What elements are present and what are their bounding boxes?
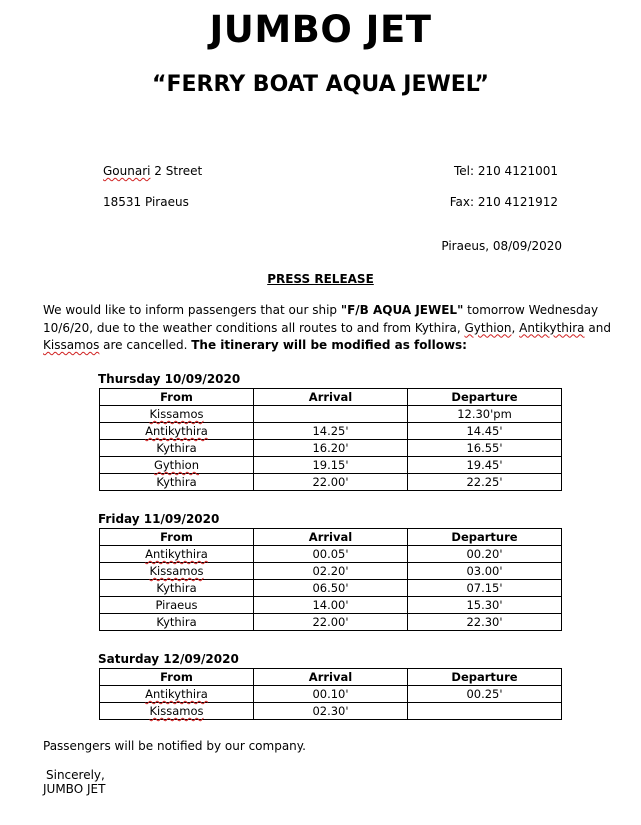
cell-departure: 14.45' (408, 423, 562, 440)
col-arrival: Arrival (254, 529, 408, 546)
table-row (100, 686, 562, 703)
from-port: Kissamos (149, 407, 204, 421)
place-kissamos: Kissamos (43, 338, 100, 352)
cell-from (100, 563, 254, 580)
intro-comma: , (511, 320, 520, 335)
cell-arrival: 00.10' (254, 686, 408, 703)
cell-arrival: 16.20' (254, 440, 408, 457)
place-antikythira: Antikythira (519, 320, 585, 335)
from-port: Antikythira (145, 547, 208, 561)
cell-from (100, 457, 254, 474)
col-arrival: Arrival (254, 669, 408, 686)
cell-arrival: 00.05' (254, 546, 408, 563)
from-port: Kythira (156, 475, 197, 489)
notice-text: Passengers will be notified by our company. (43, 739, 306, 753)
from-port: Gythion (153, 458, 200, 472)
cell-departure: 22.25' (408, 474, 562, 491)
day-heading-saturday: Saturday 12/09/2020 (98, 652, 239, 666)
cell-departure: 00.25' (408, 686, 562, 703)
cell-departure: 22.30' (408, 614, 562, 631)
col-arrival: Arrival (254, 389, 408, 406)
cell-arrival: 22.00' (254, 614, 408, 631)
cell-arrival: 02.30' (254, 703, 408, 720)
table-row (100, 580, 562, 597)
telephone: Tel: 210 4121001 (453, 164, 558, 178)
cell-arrival: 06.50' (254, 580, 408, 597)
from-port: Kissamos (149, 564, 204, 578)
table-row (100, 563, 562, 580)
table-row (100, 457, 562, 474)
closing-signature: JUMBO JET (43, 782, 106, 796)
cell-from (100, 703, 254, 720)
address-street (103, 164, 202, 178)
press-release-heading: PRESS RELEASE (267, 272, 374, 286)
table-row (100, 474, 562, 491)
day-heading-friday: Friday 11/09/2020 (98, 512, 220, 526)
cell-from (100, 597, 254, 614)
fax: Fax: 210 4121912 (449, 195, 558, 209)
from-port: Antikythira (145, 687, 208, 701)
closing-sincerely: Sincerely, (46, 768, 105, 782)
cell-departure: 00.20' (408, 546, 562, 563)
cell-arrival (254, 406, 408, 423)
place-date: Piraeus, 08/09/2020 (441, 239, 562, 253)
cell-arrival: 22.00' (254, 474, 408, 491)
intro-text-1: We would like to inform passengers that our ship (43, 303, 341, 317)
cell-departure: 15.30' (408, 597, 562, 614)
schedule-table-saturday (99, 668, 562, 720)
cell-departure: 19.45' (408, 457, 562, 474)
street-rest: 2 Street (150, 164, 203, 178)
table-row (100, 406, 562, 423)
from-port: Antikythira (145, 424, 208, 438)
ship-subtitle: “FERRY BOAT AQUA JEWEL” (152, 72, 489, 97)
table-header-row (100, 669, 562, 686)
col-from: From (100, 529, 254, 546)
from-port: Kythira (156, 581, 197, 595)
cell-from (100, 580, 254, 597)
cell-from (100, 423, 254, 440)
company-title: JUMBO JET (209, 8, 432, 51)
from-port: Kythira (156, 615, 197, 629)
schedule-table-friday (99, 528, 562, 631)
table-row (100, 597, 562, 614)
cell-departure: 03.00' (408, 563, 562, 580)
col-departure: Departure (408, 669, 562, 686)
cell-departure: 12.30'pm (408, 406, 562, 423)
table-row (100, 703, 562, 720)
cell-from (100, 440, 254, 457)
table-row (100, 614, 562, 631)
from-port: Piraeus (155, 598, 198, 612)
cell-from (100, 546, 254, 563)
day-heading-thursday: Thursday 10/09/2020 (98, 372, 241, 386)
intro-text-3: are cancelled. (99, 338, 192, 352)
cell-arrival: 14.25' (254, 423, 408, 440)
ship-name-bold: "F/B AQUA JEWEL" (340, 303, 464, 317)
place-gythion: Gythion (464, 320, 512, 335)
cell-departure (408, 703, 562, 720)
cell-from (100, 614, 254, 631)
cell-arrival: 14.00' (254, 597, 408, 614)
table-row (100, 423, 562, 440)
intro-text-2: tomorrow Wednesday 10/6/20, due to the weather conditions all routes to and from Kythira, (43, 303, 599, 335)
cell-arrival: 19.15' (254, 457, 408, 474)
table-header-row (100, 389, 562, 406)
table-row (100, 546, 562, 563)
cell-departure: 16.55' (408, 440, 562, 457)
from-port: Kissamos (149, 704, 204, 718)
from-port: Kythira (156, 441, 197, 455)
address-city: 18531 Piraeus (103, 195, 189, 209)
cell-arrival: 02.20' (254, 563, 408, 580)
table-header-row (100, 529, 562, 546)
col-departure: Departure (408, 529, 562, 546)
cell-departure: 07.15' (408, 580, 562, 597)
street-name: Gounari (103, 164, 151, 178)
col-departure: Departure (408, 389, 562, 406)
intro-and: and (584, 320, 611, 335)
intro-bold-end: The itinerary will be modified as follows: (191, 338, 467, 352)
col-from: From (100, 389, 254, 406)
col-from: From (100, 669, 254, 686)
intro-paragraph (43, 302, 628, 355)
table-row (100, 440, 562, 457)
cell-from (100, 474, 254, 491)
schedule-table-thursday (99, 388, 562, 491)
cell-from (100, 406, 254, 423)
cell-from (100, 686, 254, 703)
